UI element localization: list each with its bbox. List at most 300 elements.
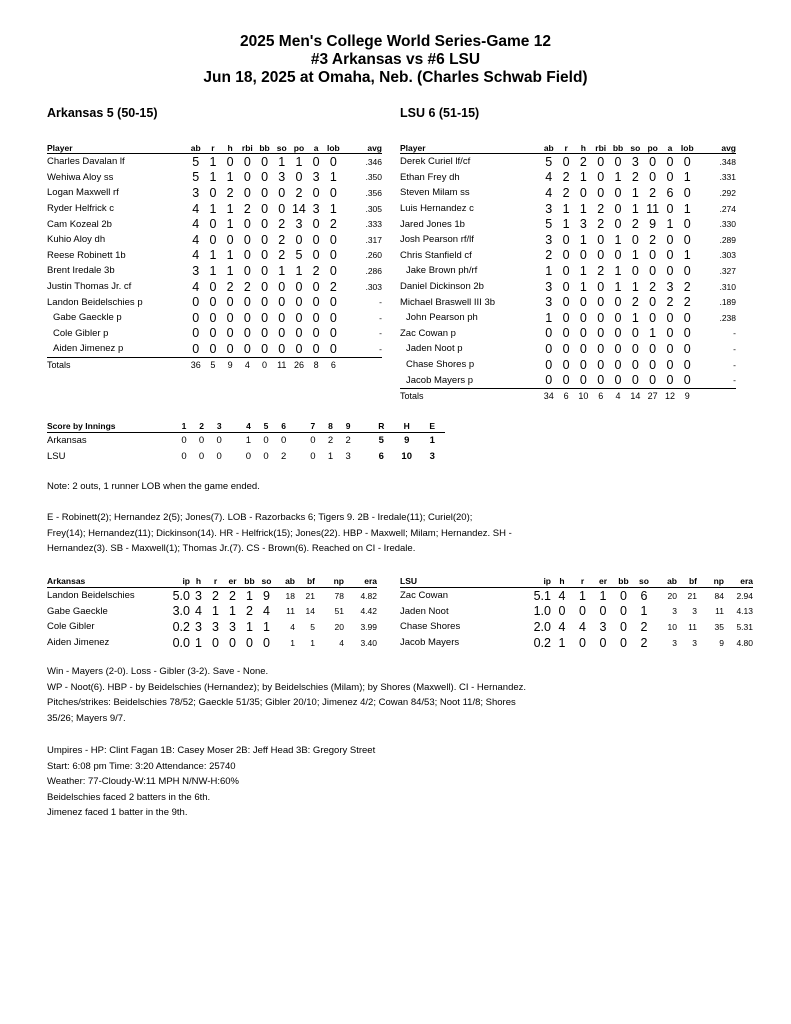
player-name: John Pearson ph xyxy=(406,312,478,324)
stat-cell: 1 xyxy=(329,201,337,216)
stat-cell: 0 xyxy=(243,295,251,310)
text-line: Umpires - HP: Clint Fagan 1B: Casey Moser 2B: Jeff Head 3B: Gregory Street xyxy=(47,745,376,756)
pitching-col-bb: bb xyxy=(614,574,633,588)
totals-avg-empty xyxy=(342,357,382,373)
total-stat: 10 xyxy=(578,391,589,402)
stat-cell: 4 xyxy=(545,170,553,185)
stat-cell: 5 xyxy=(192,170,200,185)
stat-cell: 1 xyxy=(226,217,234,232)
home-pitching xyxy=(400,574,753,650)
pitching-era: 4.80 xyxy=(736,637,753,648)
column-header-a: a xyxy=(661,140,678,154)
player-row xyxy=(400,170,736,186)
pitcher-name: Gabe Gaeckle xyxy=(47,605,108,617)
inning-runs: 0 xyxy=(216,435,222,447)
pitching-r: 0 xyxy=(212,635,219,650)
text-line: Hernandez(3). SB - Maxwell(1); Thomas Jr.(7). CS - Brown(6). Reached on CI - Iredale. xyxy=(47,543,416,555)
stat-cell: 0 xyxy=(679,372,696,388)
stat-cell: 0 xyxy=(243,326,251,341)
player-row xyxy=(400,185,736,201)
stat-cell: 5 xyxy=(295,248,303,263)
stat-cell: 1 xyxy=(209,201,217,216)
stat-cell: 0 xyxy=(597,232,605,247)
stat-cell: 3 xyxy=(192,263,200,278)
stat-cell: 0 xyxy=(614,217,622,232)
pitching-bf: 14 xyxy=(305,606,315,617)
pitcher-name: Jaden Noot xyxy=(400,605,449,617)
inning-runs: 2 xyxy=(281,450,287,462)
stat-cell: 0 xyxy=(226,310,234,325)
player-row xyxy=(47,201,382,217)
totals-avg-empty xyxy=(696,388,736,404)
player-row xyxy=(47,294,382,310)
stat-cell: 2 xyxy=(597,263,605,278)
stat-cell: 0 xyxy=(545,357,553,372)
pitching-np: 11 xyxy=(715,606,724,617)
pitching-r: 3 xyxy=(212,619,219,634)
stat-cell: 0 xyxy=(614,154,622,169)
stat-cell: 0 xyxy=(579,295,587,310)
total-stat: 12 xyxy=(664,391,675,402)
home-box-score xyxy=(400,140,736,404)
player-name: Zac Cowan p xyxy=(400,327,456,339)
pitching-so: 9 xyxy=(263,588,270,603)
batting-average: .356 xyxy=(365,187,382,198)
column-header-r: r xyxy=(557,140,574,154)
stat-cell: 0 xyxy=(575,372,592,388)
stat-cell: 0 xyxy=(261,326,269,341)
inning-gap xyxy=(292,433,304,449)
pitching-h: 1 xyxy=(195,635,202,650)
stat-cell: 0 xyxy=(597,279,605,294)
pitching-bf: 21 xyxy=(305,590,315,601)
pitching-col-r: r xyxy=(207,574,224,588)
stat-cell: 2 xyxy=(631,295,639,310)
pitcher-name: Cole Gibler xyxy=(47,621,95,633)
stat-cell: 2 xyxy=(243,279,251,294)
inning-header: 7 xyxy=(304,419,322,433)
pitching-ab: 3 xyxy=(672,606,677,617)
stat-cell: 0 xyxy=(614,295,622,310)
stat-cell: 0 xyxy=(683,154,691,169)
stat-cell: 1 xyxy=(226,263,234,278)
column-header-a: a xyxy=(308,140,325,154)
pitching-bf: 1 xyxy=(310,637,315,648)
player-row xyxy=(400,310,736,326)
pitching-col-h: h xyxy=(190,574,207,588)
stat-cell: 3 xyxy=(666,279,674,294)
pitching-bb: 0 xyxy=(620,619,627,634)
batting-average: - xyxy=(379,297,382,308)
player-name: Aiden Jimenez p xyxy=(47,341,187,357)
stat-cell: 3 xyxy=(579,217,587,232)
stat-cell: 1 xyxy=(562,217,570,232)
player-name: Justin Thomas Jr. cf xyxy=(47,281,132,293)
batting-average: .260 xyxy=(365,250,382,261)
inning-runs: 0 xyxy=(245,450,252,462)
batting-average: - xyxy=(733,343,736,354)
pitcher-name: Landon Beidelschies xyxy=(47,590,135,602)
player-name: Jaden Noot p xyxy=(406,343,463,355)
stat-cell: 0 xyxy=(308,341,325,357)
inning-runs: 1 xyxy=(327,450,334,462)
stat-cell: 1 xyxy=(683,170,691,185)
stat-cell: 1 xyxy=(631,201,639,216)
totals-label: Totals xyxy=(400,391,424,402)
stat-cell: 0 xyxy=(261,310,269,325)
batting-average: .289 xyxy=(719,234,736,245)
stat-cell: 0 xyxy=(278,310,286,325)
linescore-team: Arkansas xyxy=(47,435,87,447)
stat-cell: 0 xyxy=(579,185,587,200)
column-header-po: po xyxy=(290,140,307,154)
linescore-row xyxy=(47,449,445,465)
pitching-era: 3.40 xyxy=(360,637,377,648)
text-line: 35/26; Mayers 9/7. xyxy=(47,712,126,724)
stat-cell: 1 xyxy=(226,248,234,263)
stat-cell: 0 xyxy=(278,185,286,200)
pitching-ip: 3.0 xyxy=(172,604,190,619)
player-row xyxy=(400,216,736,232)
pitching-col-bf: bf xyxy=(677,574,697,588)
batting-average: - xyxy=(379,328,382,339)
inning-runs: 0 xyxy=(198,450,205,462)
pitching-col-ip: ip xyxy=(165,574,190,588)
player-name: Jacob Mayers p xyxy=(400,372,540,388)
stat-cell: 1 xyxy=(579,170,587,185)
stat-cell: 0 xyxy=(649,248,657,263)
total-stat: 4 xyxy=(615,391,621,402)
inning-runs: 0 xyxy=(181,435,187,447)
pitching-col-bb: bb xyxy=(241,574,258,588)
player-name: Kuhio Aloy dh xyxy=(47,234,106,246)
stat-cell: 1 xyxy=(579,279,587,294)
stat-cell: 0 xyxy=(278,295,286,310)
pitching-r: 1 xyxy=(212,604,219,619)
batting-average: .286 xyxy=(365,265,382,276)
stat-cell: 0 xyxy=(192,310,200,325)
batting-average: .238 xyxy=(719,312,736,323)
pitching-col-np: np xyxy=(315,574,344,588)
column-header-ab: ab xyxy=(540,140,557,154)
stat-cell: 0 xyxy=(562,154,570,169)
stat-cell: 0 xyxy=(545,326,553,341)
player-name: Cam Kozeal 2b xyxy=(47,218,112,230)
player-row xyxy=(47,170,382,186)
stat-cell: 0 xyxy=(243,310,251,325)
stat-cell: 0 xyxy=(545,341,553,356)
stat-cell: 2 xyxy=(562,170,570,185)
stat-cell: 0 xyxy=(273,341,290,357)
pitcher-row xyxy=(47,604,377,620)
player-row xyxy=(400,201,736,217)
batting-average: .350 xyxy=(365,172,382,183)
stat-cell: 0 xyxy=(597,170,605,185)
inning-runs: 0 xyxy=(198,435,205,447)
batting-average: .305 xyxy=(365,203,382,214)
player-name: Charles Davalan lf xyxy=(47,156,125,168)
away-team-title: Arkansas 5 (50-15) xyxy=(47,106,158,120)
game-title: 2025 Men's College World Series-Game 12 xyxy=(240,33,551,50)
pitching-r: 1 xyxy=(579,588,586,603)
text-line: Frey(14); Hernandez(11); Dickinson(14). HR - Helfrick(15); Jones(22). HBP - Maxwell; Milam; Hernandez. SH - xyxy=(47,527,512,539)
stat-cell: 1 xyxy=(614,279,622,294)
inning-runs: 0 xyxy=(281,435,287,447)
stat-cell: 2 xyxy=(562,185,570,200)
stat-cell: 1 xyxy=(631,185,639,200)
player-name: Ethan Frey dh xyxy=(400,171,460,183)
pitcher-row xyxy=(400,604,753,620)
pitching-col-era: era xyxy=(344,574,377,588)
stat-cell: 0 xyxy=(614,341,622,356)
stat-cell: 0 xyxy=(562,310,570,325)
text-line: Beidelschies faced 2 batters in the 6th. xyxy=(47,791,211,803)
pitching-np: 84 xyxy=(714,590,724,601)
stat-cell: 0 xyxy=(312,248,320,263)
pitching-col-so: so xyxy=(633,574,655,588)
pitcher-name: Aiden Jimenez xyxy=(47,637,110,649)
stat-cell: 0 xyxy=(614,357,622,372)
player-name: Ryder Helfrick c xyxy=(47,203,115,215)
pitching-r: 0 xyxy=(579,604,586,619)
inning-runs: 3 xyxy=(345,450,351,462)
stat-cell: 0 xyxy=(614,326,622,341)
stat-cell: 0 xyxy=(597,326,605,341)
stat-cell: 2 xyxy=(597,201,605,216)
away-box-score xyxy=(47,140,382,373)
totals-label: Totals xyxy=(47,360,71,371)
stat-cell: 2 xyxy=(631,217,639,232)
player-name: Gabe Gaeckle p xyxy=(53,312,122,324)
stat-cell: 1 xyxy=(295,263,303,278)
stat-cell: 0 xyxy=(683,341,691,356)
player-name: Josh Pearson rf/lf xyxy=(400,234,474,246)
pitching-so: 2 xyxy=(640,619,648,634)
stat-cell: 0 xyxy=(683,185,691,200)
stat-cell: 4 xyxy=(192,201,200,216)
rhe-header-h: H xyxy=(394,419,420,433)
pitching-bb: 2 xyxy=(246,604,253,619)
stat-cell: 1 xyxy=(666,217,674,232)
pitching-er: 0 xyxy=(599,604,607,619)
pitching-r: 0 xyxy=(579,635,586,650)
pitching-col-er: er xyxy=(224,574,241,588)
stat-cell: 2 xyxy=(649,185,657,200)
pitching-col-np: np xyxy=(697,574,724,588)
pitching-ip: 0.2 xyxy=(533,635,551,650)
inning-runs: 0 xyxy=(216,450,222,462)
player-name: Cole Gibler p xyxy=(53,327,109,339)
stat-cell: 0 xyxy=(683,310,691,325)
stat-cell: 0 xyxy=(597,248,605,263)
stat-cell: 5 xyxy=(192,154,200,169)
player-name: Derek Curiel lf/cf xyxy=(400,156,471,168)
rhe-header-e: E xyxy=(419,419,445,433)
pitching-ab: 18 xyxy=(285,590,295,601)
stat-cell: 2 xyxy=(631,170,639,185)
player-row xyxy=(47,263,382,279)
total-stat: 6 xyxy=(330,360,336,371)
stat-cell: 2 xyxy=(278,248,286,263)
stat-cell: 0 xyxy=(329,185,337,200)
stat-cell: 0 xyxy=(278,326,286,341)
pitching-h: 1 xyxy=(558,635,566,650)
pitching-so: 4 xyxy=(263,604,270,619)
column-header-h: h xyxy=(575,140,592,154)
pitching-col-ab: ab xyxy=(655,574,677,588)
stat-cell: 2 xyxy=(278,232,286,247)
stat-cell: 2 xyxy=(243,201,251,216)
stat-cell: 0 xyxy=(609,372,626,388)
home-team-title: LSU 6 (51-15) xyxy=(400,106,480,120)
stat-cell: 0 xyxy=(290,341,307,357)
text-line: Pitches/strikes: Beidelschies 78/52; Gaeckle 51/35; Gibler 20/10; Jimenez 4/2; Cowan 84/53; Noot 11/8; Shores xyxy=(47,697,516,709)
stat-cell: 1 xyxy=(226,201,234,216)
player-name: Landon Beidelschies p xyxy=(47,296,143,308)
pitcher-row xyxy=(400,588,753,604)
stat-cell: 2 xyxy=(329,279,337,294)
pitching-bb: 0 xyxy=(620,635,627,650)
inning-runs: 2 xyxy=(327,435,334,447)
stat-cell: 0 xyxy=(329,295,337,310)
stat-cell: 2 xyxy=(312,263,320,278)
stat-cell: 1 xyxy=(295,154,303,169)
pitching-er: 1 xyxy=(599,588,607,603)
linescore xyxy=(47,419,445,464)
stat-cell: 0 xyxy=(631,326,639,341)
pitching-header-row xyxy=(400,574,753,588)
stat-cell: 0 xyxy=(192,326,200,341)
pitching-so: 1 xyxy=(263,619,270,634)
stat-cell: 1 xyxy=(683,248,691,263)
column-header-so: so xyxy=(627,140,644,154)
batting-average: .303 xyxy=(365,281,382,292)
stat-cell: 0 xyxy=(649,310,657,325)
stat-cell: 0 xyxy=(312,154,320,169)
stat-cell: 0 xyxy=(683,232,691,247)
stat-cell: 0 xyxy=(226,232,234,247)
inning-header: 4 xyxy=(240,419,258,433)
player-name: Michael Braswell III 3b xyxy=(400,296,496,308)
player-row xyxy=(400,326,736,342)
stat-cell: 1 xyxy=(631,310,639,325)
total-stat: 9 xyxy=(684,391,690,402)
inning-gap xyxy=(357,433,369,449)
total-stat: 34 xyxy=(543,391,554,402)
pitching-er: 2 xyxy=(229,588,236,603)
batting-average: - xyxy=(379,312,382,323)
inning-header: 2 xyxy=(193,419,211,433)
stat-cell: 1 xyxy=(683,201,691,216)
hits-total: 10 xyxy=(401,450,412,462)
stat-cell: 14 xyxy=(291,201,306,216)
inning-gap xyxy=(228,449,240,465)
stat-cell: 1 xyxy=(614,263,622,278)
stat-cell: 0 xyxy=(312,295,320,310)
stat-cell: 0 xyxy=(312,232,320,247)
pitching-ab: 10 xyxy=(667,621,677,632)
inning-header: 5 xyxy=(257,419,275,433)
column-header-rbi: rbi xyxy=(592,140,609,154)
inning-runs: 0 xyxy=(181,450,187,462)
stat-cell: 0 xyxy=(261,279,269,294)
stat-cell: 0 xyxy=(631,341,639,356)
stat-cell: 0 xyxy=(243,248,251,263)
stat-cell: 0 xyxy=(295,295,303,310)
hits-total: 9 xyxy=(404,435,410,447)
stat-cell: 0 xyxy=(295,326,303,341)
pitching-era: 5.31 xyxy=(736,621,753,632)
stat-cell: 0 xyxy=(209,326,217,341)
stat-cell: 0 xyxy=(666,310,674,325)
total-stat: 26 xyxy=(293,360,304,371)
pitching-bb: 1 xyxy=(246,588,253,603)
pitching-ab: 20 xyxy=(667,590,677,601)
stat-cell: 0 xyxy=(562,248,570,263)
stat-cell: 1 xyxy=(579,263,587,278)
pitching-er: 3 xyxy=(599,619,607,634)
date-venue: Jun 18, 2025 at Omaha, Neb. (Charles Schwab Field) xyxy=(203,69,588,86)
stat-cell: 0 xyxy=(540,372,557,388)
stat-cell: 0 xyxy=(562,263,570,278)
pitching-team: Arkansas xyxy=(47,574,165,588)
stat-cell: 0 xyxy=(579,248,587,263)
pitching-bb: 0 xyxy=(620,604,627,619)
inning-header: 3 xyxy=(210,419,228,433)
pitching-h: 4 xyxy=(558,588,566,603)
pitching-so: 2 xyxy=(640,635,648,650)
total-stat: 36 xyxy=(190,360,201,371)
player-row xyxy=(47,341,382,357)
stat-cell: 0 xyxy=(562,279,570,294)
player-name: Jake Brown ph/rf xyxy=(406,265,478,277)
stat-cell: 2 xyxy=(329,217,337,232)
pitching-bf: 11 xyxy=(688,621,697,632)
pitching-ip: 2.0 xyxy=(533,619,551,634)
stat-cell: 3 xyxy=(545,201,553,216)
totals-row xyxy=(47,357,382,373)
stat-cell: 0 xyxy=(329,154,337,169)
stat-cell: 0 xyxy=(226,295,234,310)
pitching-np: 4 xyxy=(339,637,344,648)
pitching-notes xyxy=(47,664,607,726)
stat-cell: 0 xyxy=(312,279,320,294)
column-header-rbi: rbi xyxy=(239,140,256,154)
stat-cell: 1 xyxy=(545,263,553,278)
player-row xyxy=(47,248,382,264)
stat-cell: 0 xyxy=(666,232,674,247)
pitching-er: 3 xyxy=(229,619,236,634)
pitching-ab: 4 xyxy=(290,621,295,632)
player-row xyxy=(400,357,736,373)
matchup-title: #3 Arkansas vs #6 LSU xyxy=(310,51,481,68)
pitching-er: 0 xyxy=(599,635,607,650)
column-header-lob: lob xyxy=(325,140,342,154)
pitching-col-er: er xyxy=(592,574,614,588)
pitcher-row xyxy=(400,635,753,651)
stat-cell: 3 xyxy=(192,185,200,200)
pitching-ip: 0.0 xyxy=(172,635,190,650)
pitching-so: 1 xyxy=(640,604,648,619)
stat-cell: 0 xyxy=(192,295,200,310)
player-row xyxy=(47,279,382,295)
pitching-er: 0 xyxy=(229,635,236,650)
player-row xyxy=(400,279,736,295)
stat-cell: 0 xyxy=(204,341,221,357)
player-name: Wehiwa Aloy ss xyxy=(47,171,114,183)
stat-cell: 0 xyxy=(295,232,303,247)
pitching-bb: 1 xyxy=(246,619,253,634)
